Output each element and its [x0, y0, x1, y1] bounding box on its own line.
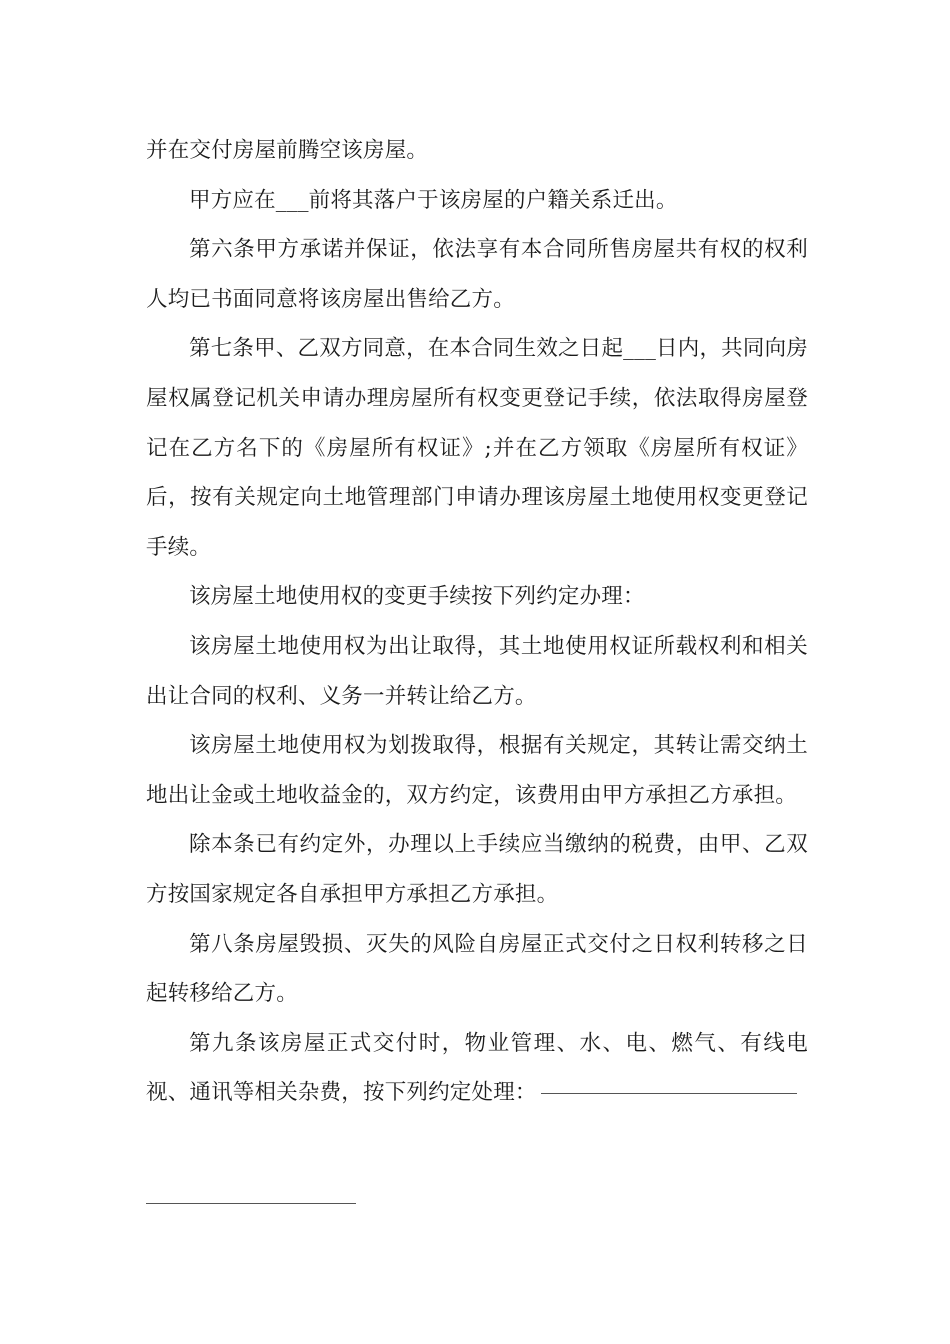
- fill-in-blank-line-continued: [146, 1203, 356, 1204]
- fill-in-blank-line: [541, 1092, 797, 1094]
- document-body: [146, 126, 808, 1118]
- paragraph-household-registration: 甲方应在___前将其落户于该房屋的户籍关系迁出。: [189, 187, 678, 213]
- paragraph-land-allocation: 该房屋土地使用权为划拨取得，根据有关规定，其转让需交纳土地出让金或土地收益金的，双方约定，该费用由甲方承担乙方承担。: [146, 733, 808, 808]
- paragraph-article-8: 第八条房屋毁损、灭失的风险自房屋正式交付之日权利转移之日起转移给乙方。: [146, 931, 808, 1007]
- article-9-text: 第九条该房屋正式交付时，物业管理、水、电、燃气、有线电视、通讯等相关杂费，按下列约定处理：: [146, 1030, 808, 1106]
- paragraph-taxes: 除本条已有约定外，办理以上手续应当缴纳的税费，由甲、乙双方按国家规定各自承担甲方承担乙方承担。: [146, 832, 808, 907]
- paragraph-land-transfer-grant: 该房屋土地使用权为出让取得，其土地使用权证所载权利和相关出让合同的权利、义务一并转让给乙方。: [146, 633, 808, 709]
- paragraph-article-9: [146, 1019, 808, 1118]
- paragraph-land-use-procedure: 该房屋土地使用权的变更手续按下列约定办理：: [189, 584, 645, 610]
- paragraph-article-7: 第七条甲、乙双方同意，在本合同生效之日起___日内，共同向房屋权属登记机关申请办理房屋所有权变更登记手续，依法取得房屋登记在乙方名下的《房屋所有权证》;并在乙方领取《房屋所有权证》后，按有关规定向土地管理部门申请办理该房屋土地使用权变更登记手续。: [146, 336, 808, 560]
- paragraph-article-6: 第六条甲方承诺并保证，依法享有本合同所售房屋共有权的权利人均已书面同意将该房屋出售给乙方。: [146, 237, 808, 312]
- paragraph-vacate-house: 并在交付房屋前腾空该房屋。: [146, 138, 429, 163]
